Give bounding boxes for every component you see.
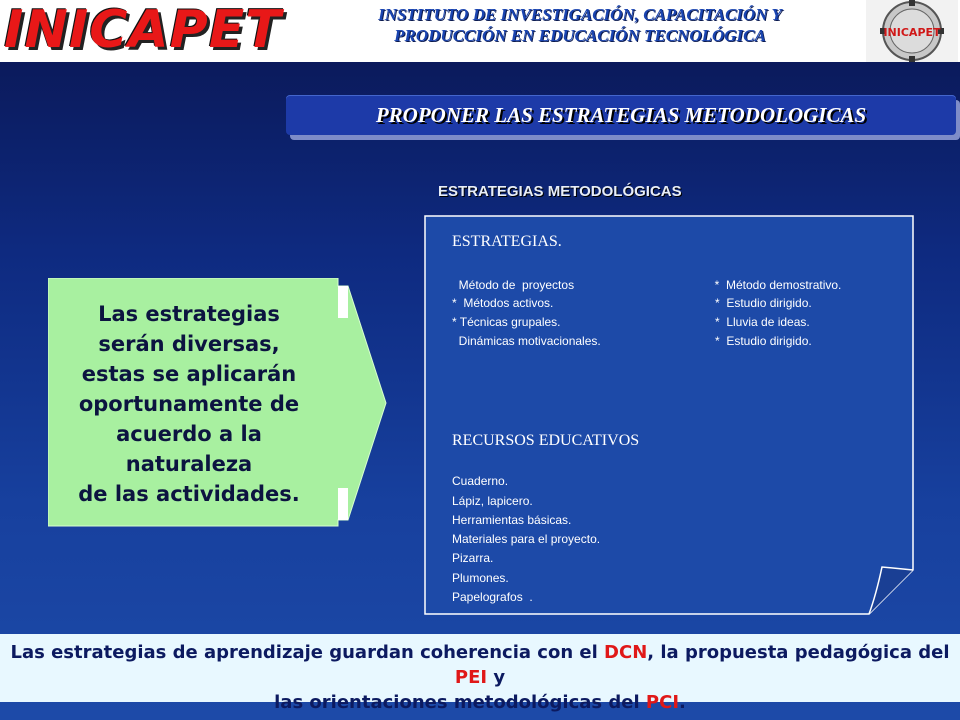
strategy-item: * Método demostrativo. (708, 278, 842, 292)
institute-title-line2: PRODUCCIÓN EN EDUCACIÓN TECNOLÓGICA (394, 26, 766, 45)
resource-item: Herramientas básicas. (452, 513, 572, 527)
strategy-item: * Métodos activos. (452, 296, 554, 310)
callout-line: estas se aplicarán (81, 362, 297, 386)
resource-item: Materiales para el proyecto. (452, 532, 601, 546)
strategy-item: * Estudio dirigido. (715, 334, 812, 348)
section-heading: ESTRATEGIAS METODOLÓGICAS (438, 183, 682, 200)
resource-item: Cuaderno. (452, 474, 509, 488)
footer-line-1 (10, 640, 950, 690)
gear-seal-icon (866, 0, 958, 62)
callout-text (54, 299, 324, 509)
resource-item: Lápiz, lapicero. (452, 494, 533, 508)
resource-item: Papelografos . (452, 590, 533, 604)
institute-title (300, 4, 860, 46)
pci-highlight: PCI (645, 692, 680, 713)
dcn-highlight: DCN (604, 642, 648, 663)
callout-line: acuerdo a la naturaleza (116, 422, 262, 476)
pei-highlight: PEI (454, 667, 488, 688)
strategy-item: Dinámicas motivacionales. (452, 334, 601, 348)
resource-item: Plumones. (452, 571, 509, 585)
strategy-item: * Estudio dirigido. (715, 296, 812, 310)
page-title: PROPONER LAS ESTRATEGIAS METODOLOGICAS (375, 102, 867, 127)
callout-line: Las estrategias (98, 302, 280, 326)
resource-item: Pizarra. (452, 551, 494, 565)
callout-line: de las actividades. (78, 482, 300, 506)
note-card-shape (424, 215, 916, 617)
strategies-heading: ESTRATEGIAS. (452, 233, 562, 250)
page-title-banner (286, 95, 956, 135)
strategy-item: * Lluvia de ideas. (715, 315, 810, 329)
footer-text-part: Las estrategias de aprendizaje guardan coherencia con el (10, 642, 605, 663)
resources-heading: RECURSOS EDUCATIVOS (452, 432, 640, 449)
seal-label: INICAPET (883, 26, 941, 39)
inicapet-logo: INICAPET (4, 0, 282, 60)
footer-text-part: y (487, 667, 506, 688)
footer-text-part: las orientaciones metodológicas del (274, 692, 646, 713)
header-bar (0, 0, 960, 62)
footer-line-2 (10, 690, 950, 715)
callout-line: oportunamente de (78, 392, 300, 416)
callout-line: serán diversas, (98, 332, 280, 356)
footer-text-part: . (679, 692, 686, 713)
footer-text-part: , la propuesta pedagógica del (647, 642, 950, 663)
strategy-item: * Técnicas grupales. (452, 315, 561, 329)
institute-seal (866, 0, 958, 62)
institute-title-line1: INSTITUTO DE INVESTIGACIÓN, CAPACITACIÓN Y (378, 5, 782, 24)
strategy-item: Método de proyectos (452, 278, 575, 292)
footer-text (10, 640, 950, 715)
